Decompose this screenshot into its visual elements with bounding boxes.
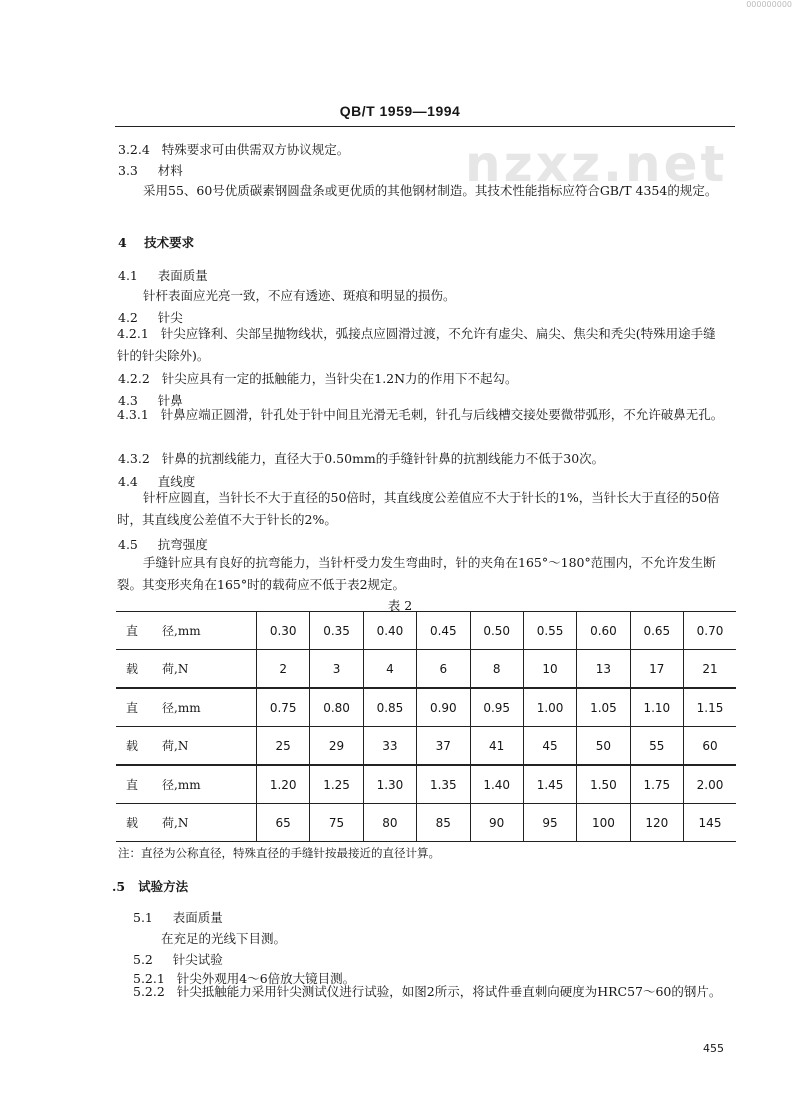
load-cell: 95 (523, 804, 576, 842)
clause-title: 表面质量 (157, 268, 208, 283)
diameter-label: 直 径,mm (116, 612, 257, 650)
load-label: 载 荷,N (116, 727, 257, 766)
clause-text: 针尖应具有一定的抵触能力，当针尖在1.2N力的作用下不起勾。 (161, 371, 518, 386)
clause-title: 直线度 (157, 474, 196, 489)
diameter-label: 直 径,mm (116, 688, 257, 727)
load-cell: 13 (577, 650, 630, 689)
load-table (116, 611, 736, 842)
load-cell: 6 (417, 650, 470, 689)
clause-4-2-2 (118, 369, 518, 387)
load-cell: 145 (684, 804, 737, 842)
clause-number: 5.2.2 (133, 984, 165, 999)
clause-title: 针鼻 (157, 393, 183, 408)
clause-4-2-1 (117, 323, 727, 367)
section-title: 技术要求 (144, 235, 195, 250)
clause-text: 针尖应锋利、尖部呈抛物线状，弧接点应圆滑过渡，不允许有虚尖、扁尖、焦尖和秃尖(特殊用途手缝针的针尖除外)。 (117, 326, 716, 363)
diameter-cell: 1.15 (684, 688, 737, 727)
diameter-cell: 1.25 (310, 765, 363, 804)
load-cell: 80 (363, 804, 416, 842)
clause-text: 特殊要求可由供需双方协议规定。 (161, 142, 350, 157)
section-number: 4 (118, 235, 127, 250)
paragraph-material: 采用55、60号优质碳素钢圆盘条或更优质的其他钢材制造。其技术性能指标应符合GB/T 4354的规定。 (143, 183, 718, 198)
load-cell: 21 (684, 650, 737, 689)
diameter-cell: 1.20 (257, 765, 310, 804)
clause-number: 4.2.2 (118, 371, 150, 386)
section-4-heading (118, 233, 194, 251)
corner-mark: 000000000 (746, 0, 792, 9)
clause-number: 3.3 (118, 163, 138, 178)
table-row (116, 612, 736, 650)
diameter-cell: 0.30 (257, 612, 310, 650)
load-cell: 4 (363, 650, 416, 689)
clause-number: 4.3.2 (118, 451, 150, 466)
diameter-cell: 0.90 (417, 688, 470, 727)
clause-4-3-2 (118, 449, 604, 467)
paragraph-bending: 手缝针应具有良好的抗弯能力，当针杆受力发生弯曲时，针的夹角在165°～180°范围内，不允许发生断裂。其变形夹角在165°时的载荷应不低于表2规定。 (117, 555, 716, 592)
load-cell: 3 (310, 650, 363, 689)
diameter-cell: 0.60 (577, 612, 630, 650)
load-cell: 2 (257, 650, 310, 689)
load-cell: 65 (257, 804, 310, 842)
clause-4-5 (118, 535, 208, 553)
diameter-label: 直 径,mm (116, 765, 257, 804)
diameter-cell: 1.45 (523, 765, 576, 804)
clause-3-3 (118, 161, 183, 179)
load-cell: 45 (523, 727, 576, 766)
diameter-cell: 0.70 (684, 612, 737, 650)
clause-5-2-2 (133, 981, 745, 1003)
load-cell: 85 (417, 804, 470, 842)
clause-title: 表面质量 (172, 910, 223, 925)
load-cell: 41 (470, 727, 523, 766)
table-row (116, 804, 736, 842)
clause-number: 4.4 (118, 474, 138, 489)
clause-number: 4.1 (118, 268, 138, 283)
clause-title: 针尖试验 (172, 952, 223, 967)
table-row (116, 650, 736, 689)
clause-5-2 (133, 950, 223, 968)
load-cell: 33 (363, 727, 416, 766)
load-cell: 25 (257, 727, 310, 766)
load-cell: 60 (684, 727, 737, 766)
clause-text: 针鼻的抗割线能力，直径大于0.50mm的手缝针针鼻的抗割线能力不低于30次。 (161, 451, 605, 466)
diameter-cell: 2.00 (684, 765, 737, 804)
diameter-cell: 1.10 (630, 688, 683, 727)
clause-title: 针尖 (157, 310, 183, 325)
clause-number: 4.3.1 (117, 407, 149, 422)
load-cell: 90 (470, 804, 523, 842)
load-label: 载 荷,N (116, 650, 257, 689)
clause-3-2-4 (118, 140, 349, 158)
diameter-cell: 1.05 (577, 688, 630, 727)
paragraph-surface: 针杆表面应光亮一致，不应有透迹、斑痕和明显的损伤。 (143, 288, 456, 303)
diameter-cell: 1.30 (363, 765, 416, 804)
table-caption: 表 2 (387, 598, 413, 613)
clause-number: 4.5 (118, 537, 138, 552)
load-cell: 50 (577, 727, 630, 766)
diameter-cell: 0.80 (310, 688, 363, 727)
diameter-cell: 0.50 (470, 612, 523, 650)
clause-text: 针尖外观用4～6倍放大镜目测。 (176, 971, 356, 986)
load-cell: 8 (470, 650, 523, 689)
diameter-cell: 0.55 (523, 612, 576, 650)
load-cell: 75 (310, 804, 363, 842)
load-cell: 17 (630, 650, 683, 689)
section-number: .5 (112, 879, 126, 894)
diameter-cell: 1.00 (523, 688, 576, 727)
clause-number: 4.2.1 (117, 326, 149, 341)
load-cell: 120 (630, 804, 683, 842)
clause-number: 4.2 (118, 310, 138, 325)
page-number: 455 (703, 1042, 724, 1055)
table-note: 注：直径为公称直径，特殊直径的手缝针按最接近的直径计算。 (118, 846, 440, 860)
diameter-cell: 1.50 (577, 765, 630, 804)
load-cell: 37 (417, 727, 470, 766)
paragraph-5-1: 在充足的光线下目测。 (161, 931, 287, 946)
clause-number: 3.2.4 (118, 142, 150, 157)
section-title: 试验方法 (138, 879, 189, 894)
clause-5-1 (133, 908, 223, 926)
diameter-cell: 1.35 (417, 765, 470, 804)
clause-number: 5.2.1 (133, 971, 165, 986)
diameter-cell: 0.75 (257, 688, 310, 727)
header-rule (115, 126, 735, 127)
clause-number: 4.3 (118, 393, 138, 408)
clause-text: 针尖抵触能力采用针尖测试仪进行试验，如图2所示，将试件垂直刺向硬度为HRC57～60的钢片。 (176, 984, 722, 999)
watermark: nzxz.net (465, 135, 728, 193)
load-cell: 100 (577, 804, 630, 842)
load-label: 载 荷,N (116, 804, 257, 842)
load-cell: 10 (523, 650, 576, 689)
table-row (116, 688, 736, 727)
clause-text: 针鼻应端正圆滑，针孔处于针中间且光滑无毛刺，针孔与后线槽交接处要微带弧形，不允许破鼻无孔。 (160, 407, 724, 422)
diameter-cell: 0.45 (417, 612, 470, 650)
clause-number: 5.1 (133, 910, 153, 925)
load-cell: 29 (310, 727, 363, 766)
table-row (116, 765, 736, 804)
clause-4-1 (118, 266, 208, 284)
clause-title: 抗弯强度 (157, 537, 208, 552)
diameter-cell: 0.85 (363, 688, 416, 727)
table-row (116, 727, 736, 766)
diameter-cell: 0.40 (363, 612, 416, 650)
paragraph-straightness: 针杆应圆直，当针长不大于直径的50倍时，其直线度公差值应不大于针长的1%，当针长大于直径的50倍时，其直线度公差值不大于针长的2%。 (117, 490, 720, 527)
clause-4-3-1 (117, 404, 727, 426)
diameter-cell: 1.40 (470, 765, 523, 804)
diameter-cell: 0.65 (630, 612, 683, 650)
page-header: QB/T 1959—1994 (339, 103, 461, 119)
clause-title: 材料 (157, 163, 183, 178)
diameter-cell: 0.95 (470, 688, 523, 727)
diameter-cell: 1.75 (630, 765, 683, 804)
section-5-heading (112, 877, 188, 895)
load-cell: 55 (630, 727, 683, 766)
clause-number: 5.2 (133, 952, 153, 967)
diameter-cell: 0.35 (310, 612, 363, 650)
